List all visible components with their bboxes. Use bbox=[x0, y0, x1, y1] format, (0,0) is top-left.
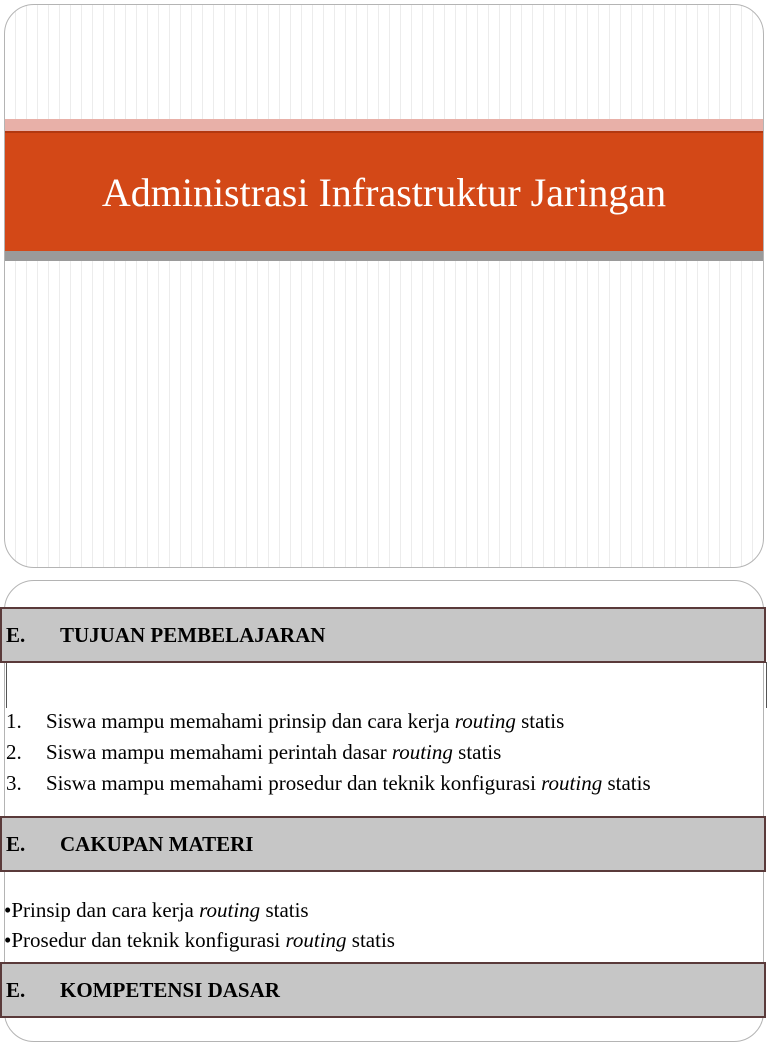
item-emphasis: routing bbox=[391, 740, 453, 764]
list-item bbox=[4, 895, 744, 925]
item-text: statis bbox=[452, 740, 502, 764]
bullet: • bbox=[4, 898, 12, 922]
item-text: statis bbox=[515, 709, 565, 733]
list-item bbox=[6, 737, 746, 768]
list-number: 2. bbox=[6, 740, 22, 764]
section-header-cakupan bbox=[0, 816, 766, 872]
item-emphasis: routing bbox=[199, 898, 261, 922]
under-band bbox=[5, 251, 763, 261]
bullet: • bbox=[4, 928, 12, 952]
section-header-tujuan bbox=[0, 607, 766, 663]
item-text: Siswa mampu memahami prinsip dan cara kerja bbox=[46, 709, 455, 733]
item-text: Prinsip dan cara kerja bbox=[11, 898, 200, 922]
section-letter: E. bbox=[6, 622, 26, 647]
section-letter: E. bbox=[6, 977, 26, 1002]
section-header-kompetensi bbox=[0, 962, 766, 1018]
item-text: statis bbox=[602, 771, 651, 795]
list-number: 3. bbox=[6, 771, 22, 795]
left-rule bbox=[6, 662, 7, 708]
list-item bbox=[6, 706, 746, 737]
slide-title: Administrasi Infrastruktur Jaringan bbox=[101, 169, 667, 215]
item-emphasis: routing bbox=[285, 928, 347, 952]
section-heading: KOMPETENSI DASAR bbox=[60, 977, 280, 1002]
section-letter: E. bbox=[6, 831, 26, 856]
section-heading: TUJUAN PEMBELAJARAN bbox=[60, 622, 326, 647]
cakupan-list bbox=[4, 895, 744, 955]
item-emphasis: routing bbox=[541, 771, 603, 795]
list-item bbox=[4, 925, 744, 955]
right-rule bbox=[766, 662, 767, 708]
item-text: Siswa mampu memahami perintah dasar bbox=[46, 740, 392, 764]
item-text: statis bbox=[346, 928, 395, 952]
list-item bbox=[6, 768, 746, 799]
item-text: Siswa mampu memahami prosedur dan teknik konfigurasi bbox=[46, 771, 542, 795]
item-emphasis: routing bbox=[454, 709, 516, 733]
section-heading: CAKUPAN MATERI bbox=[60, 831, 254, 856]
list-number: 1. bbox=[6, 709, 22, 733]
item-text: Prosedur dan teknik konfigurasi bbox=[11, 928, 286, 952]
accent-band bbox=[5, 119, 763, 131]
title-band bbox=[5, 131, 763, 251]
title-slide bbox=[4, 4, 764, 568]
tujuan-list bbox=[6, 706, 746, 816]
item-text: statis bbox=[260, 898, 309, 922]
